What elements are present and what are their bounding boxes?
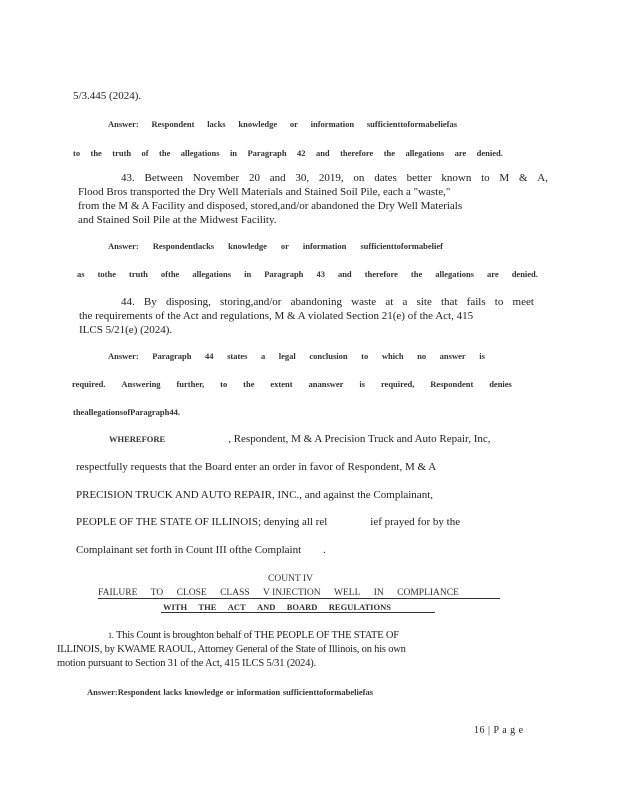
word: denied. xyxy=(476,148,503,158)
wherefore-text: Complainant set forth in Count III ofthe Complaint xyxy=(76,544,302,556)
wherefore-line xyxy=(109,433,491,446)
page-number: 16 xyxy=(474,725,485,736)
paragraph-43-line xyxy=(121,172,548,185)
word: as xyxy=(77,269,85,279)
word: states xyxy=(227,351,248,361)
word: therefore xyxy=(340,148,374,158)
word: 43 xyxy=(316,269,325,279)
word: is xyxy=(479,351,485,361)
word: known xyxy=(441,172,472,184)
word: ananswer xyxy=(308,379,344,389)
word: 44. xyxy=(121,296,135,308)
word: that xyxy=(441,296,458,308)
paragraph-number: 1. xyxy=(108,631,114,640)
word: Respondentlacks xyxy=(152,241,215,251)
page-label: | P a g e xyxy=(488,725,524,736)
word: BOARD xyxy=(286,602,318,612)
word: & xyxy=(518,172,528,184)
wherefore-keyword: WHEREFORE xyxy=(109,434,166,444)
word: required. xyxy=(72,379,106,389)
word: the xyxy=(73,407,85,417)
word: and xyxy=(315,148,330,158)
word: THE xyxy=(198,602,217,612)
word: to xyxy=(481,172,490,184)
word: TO xyxy=(150,588,164,598)
answer-line xyxy=(108,118,457,131)
word: extent xyxy=(270,379,293,389)
word: allegations xyxy=(84,407,124,417)
word: allegations xyxy=(405,148,445,158)
word: the xyxy=(90,148,102,158)
word: required, xyxy=(380,379,415,389)
wherefore-line xyxy=(76,516,460,529)
word: therefore xyxy=(364,269,398,279)
word: Answer: xyxy=(108,351,139,361)
word: 43. xyxy=(121,172,135,184)
word: sufficienttoformabeliefas xyxy=(282,687,373,697)
word: By xyxy=(143,296,157,308)
word: ACT xyxy=(227,602,246,612)
word: meet xyxy=(512,296,534,308)
word: Answer: xyxy=(108,119,139,129)
word: truth xyxy=(112,148,132,158)
paragraph-text: This Count is broughton behalf of THE PEOPLE OF THE STATE OF xyxy=(116,630,399,641)
word: is xyxy=(359,379,366,389)
text-line: 5/3.445 (2024). xyxy=(73,90,142,102)
word: Answering xyxy=(121,379,161,389)
word: CLOSE xyxy=(176,588,207,598)
word: the xyxy=(159,148,171,158)
word: truth xyxy=(129,269,148,279)
count-iv-paragraph-line xyxy=(108,629,399,642)
word: Respondent xyxy=(151,119,195,129)
word: allegations xyxy=(192,269,232,279)
word: Paragraph xyxy=(264,269,304,279)
word: or xyxy=(289,119,298,129)
word: AND xyxy=(256,602,276,612)
word: denied. xyxy=(511,269,538,279)
word: WITH xyxy=(163,602,188,612)
word: Paragraph44. xyxy=(130,407,180,417)
word: the xyxy=(410,269,423,279)
word: FAILURE xyxy=(98,588,138,598)
word: to xyxy=(494,296,504,308)
word: knowledge xyxy=(184,687,224,697)
word: abandoning xyxy=(290,296,342,308)
wherefore-text: PEOPLE OF THE STATE OF ILLINOIS; denying all rel xyxy=(76,516,328,528)
text-line xyxy=(73,147,503,160)
paragraph-43-line: Flood Bros transported the Dry Well Materials and Stained Soil Pile, each a "waste," xyxy=(78,186,451,198)
text-line xyxy=(72,378,512,391)
paragraph-44-line xyxy=(121,296,534,309)
word: disposing, xyxy=(165,296,211,308)
word: of xyxy=(141,148,149,158)
text-line xyxy=(77,268,538,281)
word: COMPLIANCE xyxy=(397,588,459,598)
word: 20 xyxy=(248,172,260,184)
wherefore-text: ief prayed for by the xyxy=(370,516,461,528)
word: at xyxy=(385,296,394,308)
wherefore-text: , Respondent, M & A Precision Truck and Auto Repair, Inc, xyxy=(228,433,491,445)
word: Answer:Respondent xyxy=(87,687,161,697)
word: information xyxy=(310,119,355,129)
word: the xyxy=(383,148,396,158)
word: a xyxy=(260,351,266,361)
word: to xyxy=(361,351,369,361)
word: legal xyxy=(278,351,296,361)
word: ofthe xyxy=(160,269,180,279)
word: and xyxy=(269,172,286,184)
word: in xyxy=(244,269,252,279)
paragraph-43-line: and Stained Soil Pile at the Midwest Facility. xyxy=(78,214,277,226)
word: CLASS xyxy=(220,588,250,598)
word: allegations xyxy=(180,148,220,158)
word: better xyxy=(406,172,432,184)
word: Paragraph xyxy=(152,351,192,361)
word: Answer: xyxy=(108,241,139,251)
word: lacks xyxy=(163,687,182,697)
word: are xyxy=(454,148,467,158)
wherefore-line: respectfully requests that the Board enter an order in favor of Respondent, M & A xyxy=(76,461,437,473)
count-heading: COUNT IV xyxy=(268,574,313,584)
answer-line xyxy=(108,350,485,363)
word: or xyxy=(225,687,234,697)
wherefore-line: PRECISION TRUCK AND AUTO REPAIR, INC., and against the Complainant, xyxy=(76,489,434,501)
word: denies xyxy=(489,379,512,389)
word: tothe xyxy=(97,269,116,279)
word: are xyxy=(487,269,499,279)
word: storing,and/or xyxy=(220,296,282,308)
word: to xyxy=(73,148,81,158)
word: M xyxy=(499,172,510,184)
word: allegations xyxy=(435,269,474,279)
word: 42 xyxy=(297,148,306,158)
heading-rule xyxy=(98,598,500,599)
word: or xyxy=(280,241,289,251)
word: Paragraph xyxy=(247,148,287,158)
word: IN xyxy=(373,588,384,598)
word: V INJECTION xyxy=(263,588,321,598)
word: answer xyxy=(439,351,466,361)
word: 44 xyxy=(205,351,214,361)
word: waste xyxy=(351,296,377,308)
wherefore-text: . xyxy=(323,544,326,556)
word: information xyxy=(236,687,281,697)
word: further, xyxy=(176,379,205,389)
word: WELL xyxy=(334,588,361,598)
word: A, xyxy=(537,172,548,184)
word: a xyxy=(402,296,408,308)
paragraph-44-line: ILCS 5/21(e) (2024). xyxy=(79,324,173,336)
word: on xyxy=(353,172,365,184)
word: 30, xyxy=(295,172,310,184)
word: Between xyxy=(144,172,183,184)
paragraph-44-line: the requirements of the Act and regulations, M & A violated Section 21(e) of the Act, 415 xyxy=(79,310,474,322)
word: sufficienttoformabelief xyxy=(360,241,443,251)
word: conclusion xyxy=(309,351,348,361)
word: which xyxy=(381,351,404,361)
word: the xyxy=(243,379,255,389)
word: information xyxy=(302,241,347,251)
word: knowledge xyxy=(238,119,278,129)
answer-line xyxy=(108,240,443,253)
paragraph-43-line: from the M & A Facility and disposed, stored,and/or abandoned the Dry Well Materials xyxy=(78,200,463,212)
word: Respondent xyxy=(430,379,474,389)
word: no xyxy=(417,351,427,361)
answer-line xyxy=(87,686,373,699)
word: of xyxy=(123,407,131,417)
heading-rule xyxy=(161,612,435,613)
wherefore-line xyxy=(76,544,326,557)
word: 2019, xyxy=(318,172,344,184)
text-line xyxy=(73,406,180,419)
word: site xyxy=(416,296,432,308)
word: November xyxy=(192,172,240,184)
count-iv-paragraph-line: ILLINOIS, by KWAME RAOUL, Attorney General of the State of Illinois, on his own xyxy=(57,644,406,655)
word: fails xyxy=(466,296,486,308)
page-footer xyxy=(474,724,524,737)
word: and xyxy=(337,269,352,279)
word: lacks xyxy=(207,119,226,129)
word: dates xyxy=(374,172,397,184)
word: to xyxy=(220,379,228,389)
word: knowledge xyxy=(228,241,267,251)
count-iv-paragraph-line: motion pursuant to Section 31 of the Act, 415 ILCS 5/31 (2024). xyxy=(57,658,316,669)
word: REGULATIONS xyxy=(328,602,391,612)
word: in xyxy=(229,148,238,158)
word: sufficienttoformabeliefas xyxy=(366,119,457,129)
